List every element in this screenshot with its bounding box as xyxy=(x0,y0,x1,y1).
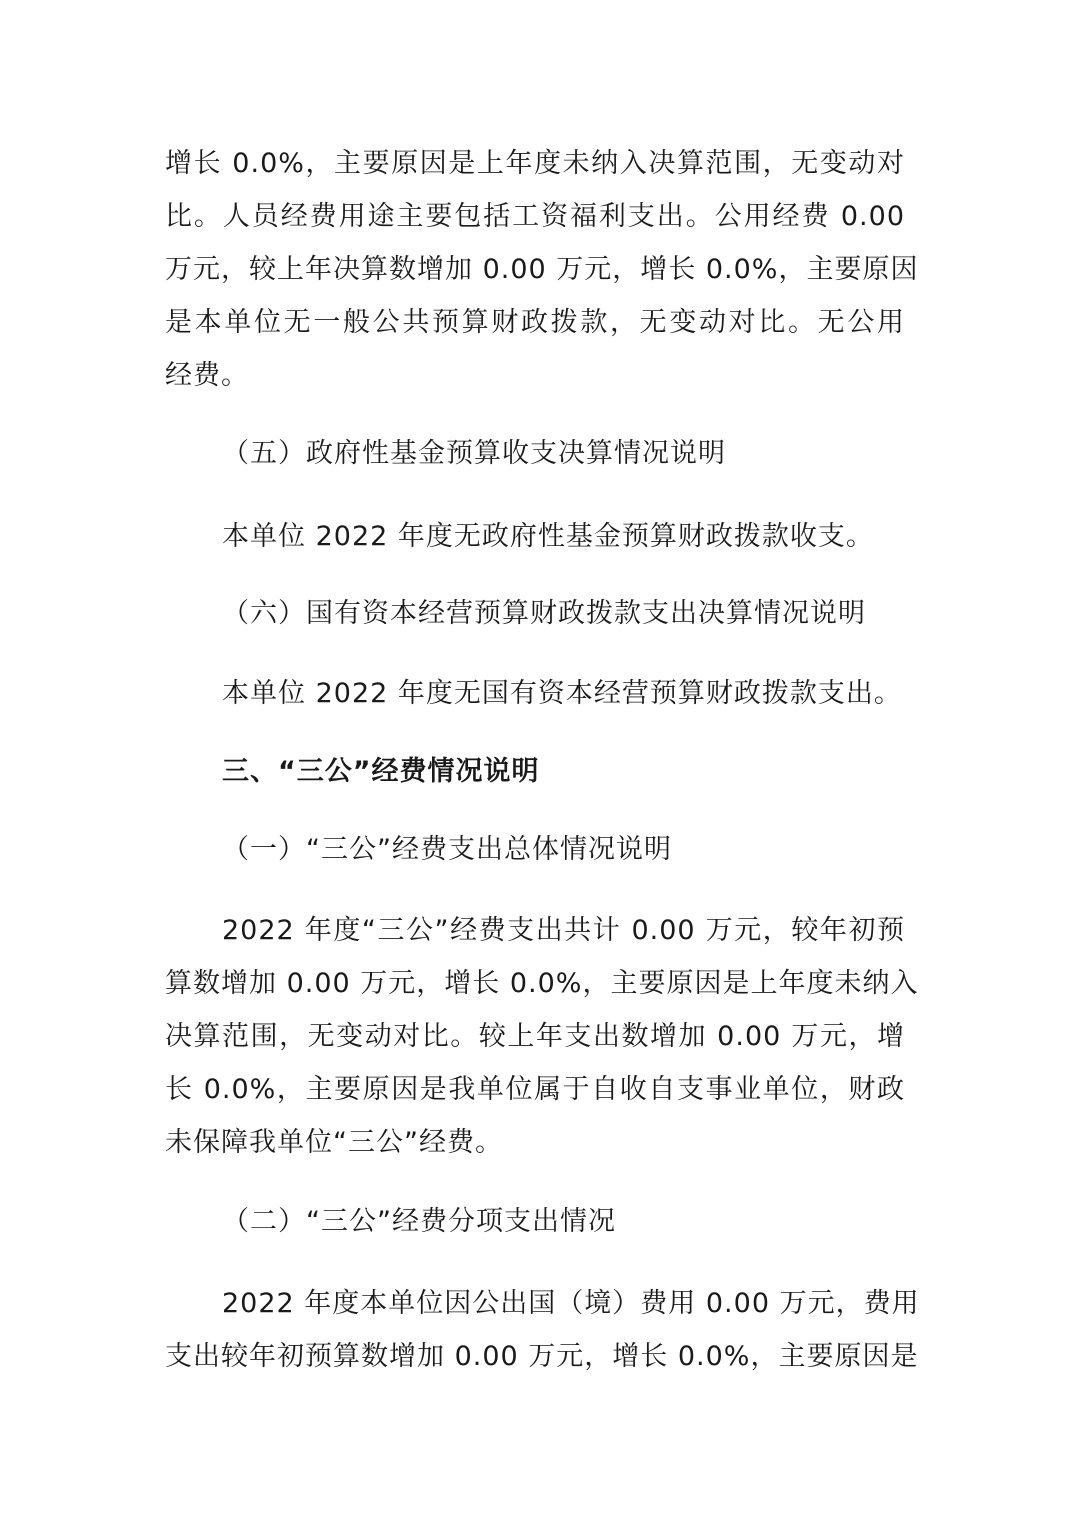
paragraph-line: 增长 0.0%，主要原因是上年度未纳入决算范围，无变动对 xyxy=(165,148,905,179)
section-heading: （五）政府性基金预算收支决算情况说明 xyxy=(222,438,726,469)
paragraph-line: 比。人员经费用途主要包括工资福利支出。公用经费 0.00 xyxy=(165,201,905,232)
part-heading: 三、“三公”经费情况说明 xyxy=(222,756,540,787)
subsection-heading: （一）“三公”经费支出总体情况说明 xyxy=(222,834,672,865)
paragraph-line: 2022 年度本单位因公出国（境）费用 0.00 万元，费用 xyxy=(222,1288,920,1319)
paragraph-line: 是本单位无一般公共预算财政拨款，无变动对比。无公用 xyxy=(165,307,905,338)
paragraph-line: 2022 年度“三公”经费支出共计 0.00 万元，较年初预 xyxy=(222,915,905,946)
section-body: 本单位 2022 年度无政府性基金预算财政拨款收支。 xyxy=(222,521,874,552)
subsection-heading: （二）“三公”经费分项支出情况 xyxy=(222,1206,616,1237)
paragraph-line: 经费。 xyxy=(165,360,249,391)
section-body: 本单位 2022 年度无国有资本经营预算财政拨款支出。 xyxy=(222,678,902,709)
paragraph-line: 未保障我单位“三公”经费。 xyxy=(165,1127,503,1158)
paragraph-line: 支出较年初预算数增加 0.00 万元，增长 0.0%，主要原因是 xyxy=(165,1341,919,1372)
paragraph-line: 万元，较上年决算数增加 0.00 万元，增长 0.0%，主要原因 xyxy=(165,254,919,285)
paragraph-line: 算数增加 0.00 万元，增长 0.0%，主要原因是上年度未纳入 xyxy=(165,968,919,999)
section-heading: （六）国有资本经营预算财政拨款支出决算情况说明 xyxy=(222,598,866,629)
paragraph-line: 长 0.0%，主要原因是我单位属于自收自支事业单位，财政 xyxy=(165,1074,905,1105)
paragraph-line: 决算范围，无变动对比。较上年支出数增加 0.00 万元，增 xyxy=(165,1021,905,1052)
